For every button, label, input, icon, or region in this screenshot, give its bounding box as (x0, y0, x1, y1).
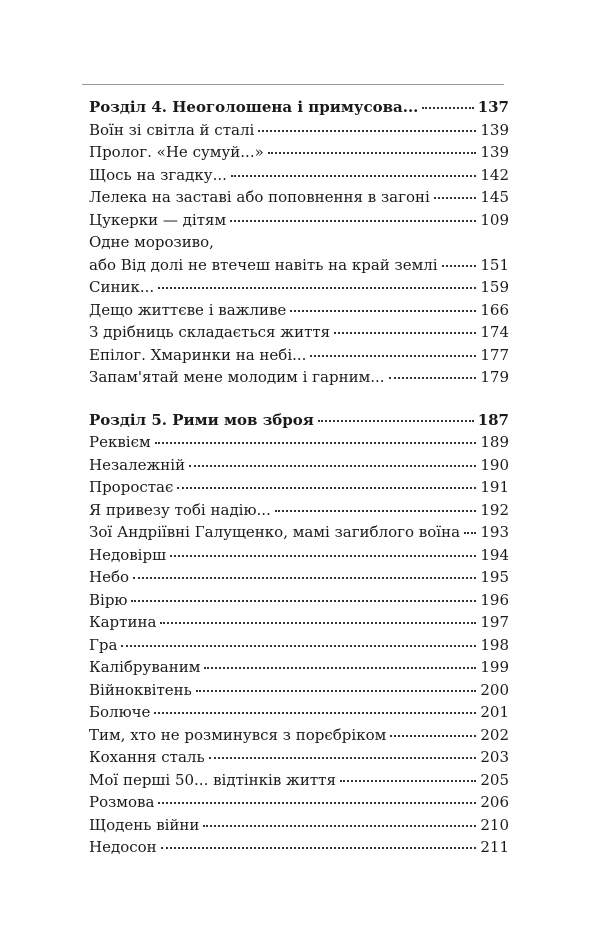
entry-title: Вірю (89, 590, 128, 609)
dot-leader (158, 802, 476, 804)
entry-title: Щодень війни (89, 815, 200, 834)
entry-page: 174 (480, 323, 509, 341)
toc-entry[interactable] (89, 164, 509, 187)
entry-page: 191 (480, 478, 509, 496)
dot-leader (231, 175, 476, 177)
dot-leader (310, 355, 476, 357)
toc-entry[interactable] (89, 366, 509, 389)
table-of-contents (89, 96, 509, 859)
dot-leader (161, 847, 477, 849)
entry-title: Картина (89, 613, 157, 631)
dot-leader (334, 332, 476, 334)
entry-title: Синик... (89, 278, 155, 296)
dot-leader (154, 712, 476, 714)
entry-page: 189 (480, 433, 509, 451)
toc-entry[interactable] (89, 656, 509, 679)
entry-title: Кохання сталь (89, 748, 205, 766)
entry-page: 145 (480, 188, 509, 206)
entry-page: 200 (480, 680, 509, 699)
entry-title: Недовірш (89, 545, 167, 564)
toc-entry[interactable] (89, 791, 509, 814)
dot-leader (268, 152, 477, 154)
entry-page (214, 231, 240, 254)
dot-leader (275, 510, 477, 512)
dot-leader (155, 442, 477, 444)
dot-leader (189, 465, 476, 467)
dot-leader (204, 667, 476, 669)
entry-title: Війноквітень (89, 680, 192, 699)
entry-page: 177 (480, 345, 509, 364)
toc-entry[interactable] (89, 119, 509, 142)
dot-leader (170, 555, 476, 557)
entry-page: 151 (480, 255, 509, 274)
toc-entry[interactable] (89, 254, 509, 277)
toc-entry[interactable] (89, 476, 509, 499)
section-page: 187 (477, 410, 509, 429)
toc-entry[interactable] (89, 454, 509, 477)
dot-leader (290, 310, 476, 312)
toc-entry[interactable] (89, 634, 509, 657)
entry-title: Воїн зі світла й сталі (89, 120, 255, 139)
section-title: Розділ 5. Рими мов зброя (89, 410, 314, 429)
toc-entry[interactable] (89, 589, 509, 612)
entry-title: Гра (89, 635, 118, 654)
dot-leader (442, 265, 477, 267)
entry-page: 159 (480, 278, 509, 296)
toc-entry[interactable] (89, 431, 509, 454)
dot-leader (177, 487, 476, 489)
entry-title: Дещо життєве і важливе (89, 300, 287, 319)
entry-title: Болюче (89, 703, 151, 721)
entry-title: Мої перші 50... відтінків життя (89, 770, 336, 789)
toc-entry[interactable] (89, 814, 509, 837)
section-title: Розділ 4. Неоголошена і примусова... (89, 98, 419, 116)
toc-entry[interactable] (89, 499, 509, 522)
section-heading[interactable] (89, 96, 509, 119)
toc-entry[interactable] (89, 299, 509, 322)
entry-title: Зої Андріївні Галущенко, мамі загиблого воїна (89, 523, 461, 541)
toc-entry[interactable] (89, 769, 509, 792)
dot-leader (209, 757, 477, 759)
entry-page: 190 (480, 455, 509, 474)
dot-leader (203, 825, 476, 827)
entry-page: 197 (480, 613, 509, 631)
dot-leader (318, 420, 474, 422)
toc-entry[interactable] (89, 611, 509, 634)
entry-title: Розмова (89, 793, 155, 811)
entry-title: Запам'ятай мене молодим і гарним... (89, 368, 385, 386)
entry-page: 202 (480, 725, 509, 744)
dot-leader (230, 220, 476, 222)
entry-page: 194 (480, 545, 509, 564)
entry-page: 109 (480, 210, 509, 229)
entry-title: Одне морозиво, (89, 233, 214, 251)
entry-page: 195 (480, 568, 509, 586)
toc-entry-first-line[interactable] (89, 231, 509, 254)
dot-leader (133, 577, 476, 579)
entry-title: Реквієм (89, 433, 151, 451)
toc-entry[interactable] (89, 566, 509, 589)
entry-title: З дрібниць складається життя (89, 323, 331, 341)
dot-leader (389, 377, 477, 379)
toc-entry[interactable] (89, 344, 509, 367)
toc-entry[interactable] (89, 209, 509, 232)
dot-leader (390, 735, 476, 737)
dot-leader (258, 130, 476, 132)
dot-leader (158, 287, 476, 289)
entry-title: Цукерки — дітям (89, 210, 227, 229)
toc-entry[interactable] (89, 544, 509, 567)
toc-entry[interactable] (89, 276, 509, 299)
entry-title: Я привезу тобі надію... (89, 500, 271, 519)
entry-page: 211 (480, 838, 509, 856)
entry-title: або Від долі не втечеш навіть на край землі (89, 255, 438, 274)
entry-page: 210 (480, 815, 509, 834)
entry-page: 206 (480, 793, 509, 811)
entry-title: Пролог. «Не сумуй...» (89, 143, 264, 161)
entry-page: 142 (480, 165, 509, 184)
toc-entry[interactable] (89, 724, 509, 747)
entry-page: 203 (480, 748, 509, 766)
entry-page: 201 (480, 703, 509, 721)
dot-leader (121, 645, 476, 647)
toc-entry[interactable] (89, 746, 509, 769)
entry-page: 192 (480, 500, 509, 519)
entry-page: 139 (480, 120, 509, 139)
toc-entry[interactable] (89, 836, 509, 859)
toc-entry[interactable] (89, 701, 509, 724)
dot-leader (160, 622, 476, 624)
entry-title: Недосон (89, 838, 157, 856)
toc-entry[interactable] (89, 521, 509, 544)
section-page: 137 (477, 98, 509, 116)
entry-title: Лелека на заставі або поповнення в загоні (89, 188, 430, 206)
toc-entry[interactable] (89, 679, 509, 702)
header-rule (82, 84, 504, 85)
toc-entry[interactable] (89, 141, 509, 164)
entry-title: Щось на згадку... (89, 165, 227, 184)
section-heading[interactable] (89, 409, 509, 432)
entry-page: 196 (480, 590, 509, 609)
entry-title: Незалежній (89, 455, 186, 474)
entry-page: 179 (480, 368, 509, 386)
entry-page: 205 (480, 770, 509, 789)
dot-leader (434, 197, 477, 199)
entry-title: Епілог. Хмаринки на небі... (89, 345, 307, 364)
dot-leader (196, 690, 477, 692)
dot-leader (422, 107, 473, 109)
entry-page: 139 (480, 143, 509, 161)
entry-page: 199 (480, 658, 509, 676)
entry-page: 193 (480, 523, 509, 541)
entry-page: 166 (480, 300, 509, 319)
dot-leader (340, 780, 476, 782)
dot-leader (131, 600, 476, 602)
toc-entry[interactable] (89, 321, 509, 344)
entry-title: Тим, хто не розминувся з порєбріком (89, 725, 387, 744)
entry-title: Небо (89, 568, 130, 586)
toc-entry[interactable] (89, 186, 509, 209)
entry-title: Калібруваним (89, 658, 201, 676)
entry-title: Проростає (89, 478, 174, 496)
entry-page: 198 (480, 635, 509, 654)
dot-leader (464, 532, 476, 534)
